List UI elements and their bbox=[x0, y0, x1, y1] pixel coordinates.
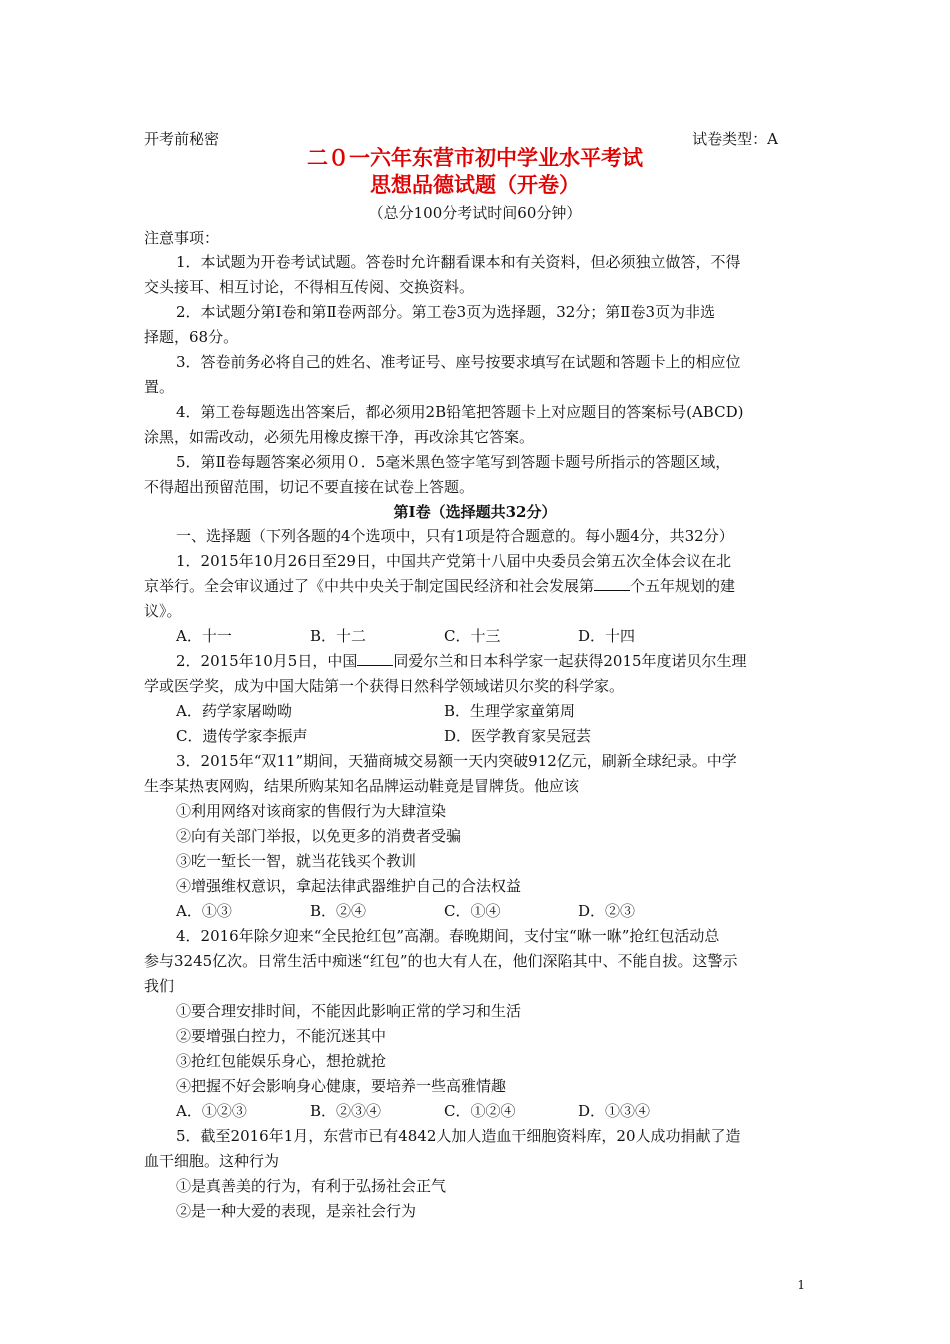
notice-line: 不得超出预留范围，切记不要直接在试卷上答题。 bbox=[144, 478, 475, 496]
option-d: D．医学教育家吴冠芸 bbox=[444, 727, 592, 745]
notice-line: 交头接耳、相互讨论，不得相互传阅、交换资料。 bbox=[144, 278, 475, 296]
header-confidential: 开考前秘密 bbox=[144, 130, 220, 148]
question-5-text: 5．截至2016年1月，东营市已有4842人加人造血干细胞资料库，20人成功捐献了造 bbox=[176, 1127, 741, 1145]
notice-line: 3．答卷前务必将自己的姓名、准考证号、座号按要求填写在试题和答题卡上的相应位 bbox=[176, 353, 741, 371]
notice-line: 2．本试题分第Ⅰ卷和第Ⅱ卷两部分。第工卷3页为选择题，32分；第Ⅱ卷3页为非选 bbox=[176, 303, 716, 321]
question-2-text-b: 同爱尔兰和日本科学家一起获得2015年度诺贝尔生理 bbox=[393, 652, 747, 670]
exam-title: 二０一六年东营市初中学业水平考试 bbox=[307, 145, 643, 170]
section-instruction: 一、选择题（下列各题的4个选项中，只有1项是符合题意的。每小题4分，共32分） bbox=[176, 527, 734, 545]
notice-heading: 注意事项： bbox=[144, 229, 220, 247]
answer-blank bbox=[594, 576, 630, 591]
notice-line: 5．第Ⅱ卷每题答案必须用０．5毫米黑色签字笔写到答题卡题号所指示的答题区域， bbox=[176, 453, 731, 471]
option-b: B．②④ bbox=[310, 902, 367, 920]
option-b: B．②③④ bbox=[310, 1102, 382, 1120]
question-1-text bbox=[144, 576, 735, 596]
question-1-text: 议》。 bbox=[144, 602, 182, 620]
exam-subject-title: 思想品德试题（开卷） bbox=[370, 172, 580, 197]
question-2-text bbox=[176, 651, 747, 671]
page-number: 1 bbox=[797, 1278, 805, 1292]
option-d: D．①③④ bbox=[578, 1102, 651, 1120]
question-4-item: ①要合理安排时间，不能因此影响正常的学习和生活 bbox=[176, 1002, 522, 1020]
question-2-text-a: 2．2015年10月5日，中国 bbox=[176, 652, 358, 670]
question-4-text: 参与3245亿次。日常生活中痴迷“红包”的也大有人在，他们深陷其中、不能自拔。这警示 bbox=[144, 952, 738, 970]
question-2-text: 学或医学奖，成为中国大陆第一个获得日然科学领域诺贝尔奖的科学家。 bbox=[144, 677, 625, 695]
question-3-item: ②向有关部门举报，以免更多的消费者受骗 bbox=[176, 827, 462, 845]
notice-line: 择题，68分。 bbox=[144, 328, 239, 346]
option-c: C．①④ bbox=[444, 902, 501, 920]
exam-score-time: （总分100分考试时间60分钟） bbox=[368, 204, 582, 222]
question-4-text: 4．2016年除夕迎来“全民抢红包”高潮。春晚期间，支付宝“咻一咻”抢红包活动总 bbox=[176, 927, 720, 945]
question-1-text-a: 京举行。全会审议通过了《中共中央关于制定国民经济和社会发展第 bbox=[144, 577, 595, 595]
notice-line: 1．本试题为开卷考试试题。答卷时允许翻看课本和有关资料，但必须独立做答，不得 bbox=[176, 253, 741, 271]
option-a: A．药学家屠呦呦 bbox=[176, 702, 292, 720]
question-1-text-b: 个五年规划的建 bbox=[630, 577, 736, 595]
option-b: B．十二 bbox=[310, 627, 367, 645]
question-4-item: ②要增强白控力，不能沉迷其中 bbox=[176, 1027, 387, 1045]
question-3-text: 生李某热衷网购，结果所购某知名品牌运动鞋竟是冒牌货。他应该 bbox=[144, 777, 580, 795]
section-title: 第Ⅰ卷（选择题共32分） bbox=[393, 503, 557, 521]
notice-line: 涂黑，如需改动，必须先用橡皮擦干净，再改涂其它答案。 bbox=[144, 428, 535, 446]
option-d: D．②③ bbox=[578, 902, 636, 920]
question-3-item: ③吃一堑长一智，就当花钱买个教训 bbox=[176, 852, 417, 870]
question-1-text: 1．2015年10月26日至29日，中国共产党第十八届中央委员会第五次全体会议在北 bbox=[176, 552, 731, 570]
option-c: C．十三 bbox=[444, 627, 501, 645]
notice-line: 置。 bbox=[144, 378, 175, 396]
question-5-item: ②是一种大爱的表现，是亲社会行为 bbox=[176, 1202, 417, 1220]
answer-blank bbox=[357, 651, 393, 666]
option-a: A．十一 bbox=[176, 627, 232, 645]
question-5-text: 血干细胞。这种行为 bbox=[144, 1152, 280, 1170]
option-c: C．遗传学家李振声 bbox=[176, 727, 308, 745]
question-4-item: ③抢红包能娱乐身心，想抢就抢 bbox=[176, 1052, 387, 1070]
question-3-item: ④增强维权意识，拿起法律武器维护自己的合法权益 bbox=[176, 877, 522, 895]
question-4-item: ④把握不好会影响身心健康，要培养一些高雅情趣 bbox=[176, 1077, 507, 1095]
option-a: A．①③ bbox=[176, 902, 232, 920]
question-4-text: 我们 bbox=[144, 977, 175, 995]
question-5-item: ①是真善美的行为，有利于弘扬社会正气 bbox=[176, 1177, 447, 1195]
option-c: C．①②④ bbox=[444, 1102, 516, 1120]
question-3-item: ①利用网络对该商家的售假行为大肆渲染 bbox=[176, 802, 447, 820]
option-b: B．生理学家童第周 bbox=[444, 702, 576, 720]
notice-line: 4．第工卷每题选出答案后，都必须用2B铅笔把答题卡上对应题目的答案标号(ABCD) bbox=[176, 403, 744, 421]
header-paper-type: 试卷类型：A bbox=[692, 130, 778, 148]
option-a: A．①②③ bbox=[176, 1102, 247, 1120]
option-d: D．十四 bbox=[578, 627, 636, 645]
question-3-text: 3．2015年“双11”期间，天猫商城交易额一天内突破912亿元，刷新全球纪录。中学 bbox=[176, 752, 737, 770]
